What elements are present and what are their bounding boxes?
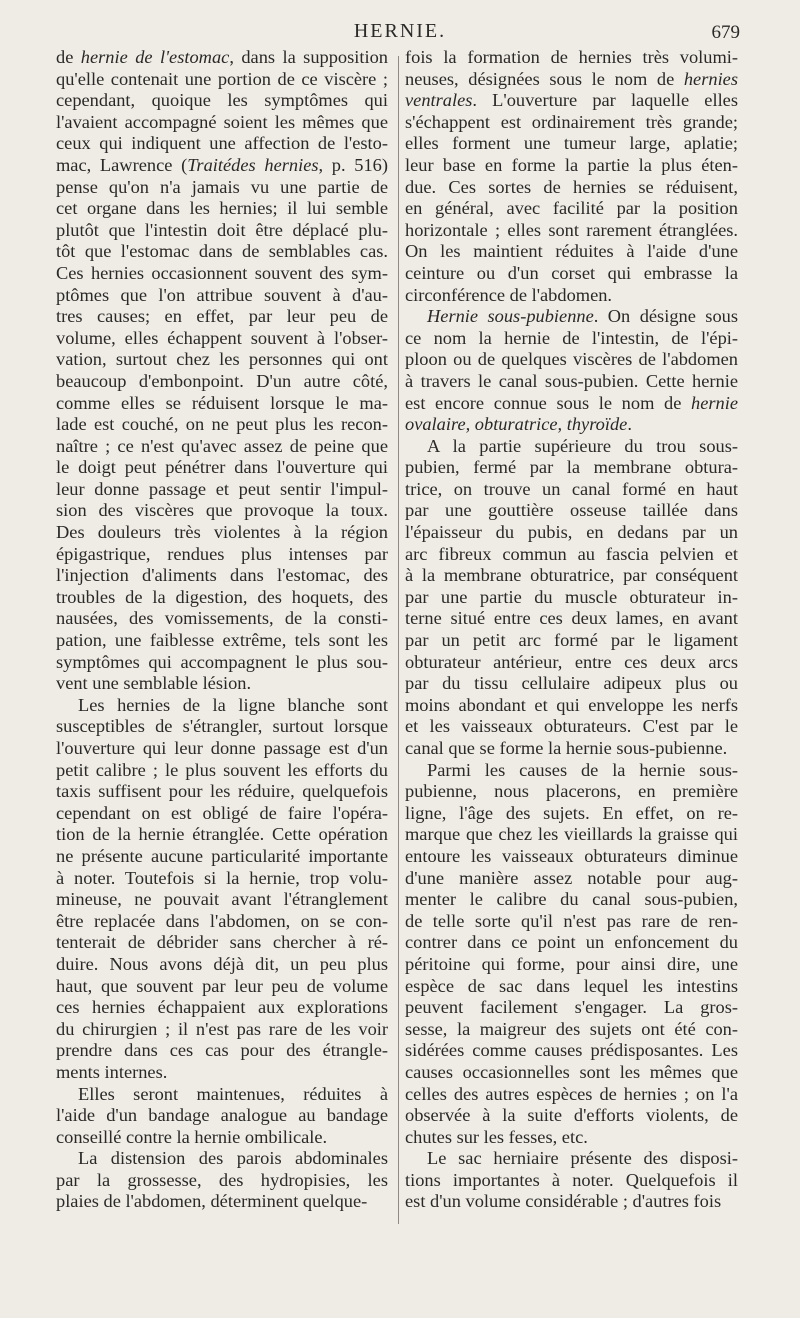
text-line: prendre dans ces cas pour des étrangle- [56, 1040, 388, 1061]
text-line: pense qu'on n'a jamais vu une partie de [56, 176, 388, 197]
text-line: horizontale ; elles sont rarement étranglées. [405, 219, 738, 240]
page-number: 679 [711, 22, 740, 43]
text-line: pubien, fermé par la membrane obtura- [405, 457, 738, 478]
text-line: est encore connue sous le nom de hernie [405, 392, 738, 413]
text-line: cet organe dans les hernies; il lui semble [56, 198, 388, 219]
text-line: vent une semblable lésion. [56, 673, 252, 694]
text-line: ce nom la hernie de l'intestin, de l'épi- [405, 327, 738, 348]
text-line: Parmi les causes de la hernie sous- [427, 759, 738, 780]
left-column [56, 47, 388, 1213]
text-line: canal que se forme la hernie sous-pubienne. [405, 738, 728, 758]
text-line: épigastrique, rendues plus intenses par [56, 543, 388, 564]
text-line: ments internes. [56, 1061, 168, 1082]
right-column [405, 47, 738, 1213]
text-line: l'avaient accompagné soient les mêmes que [56, 111, 388, 132]
text-line: naître ; ce n'est qu'avec assez de peine que [56, 435, 388, 456]
text-line: arc fibreux commun au fascia pelvien et [405, 543, 738, 564]
text-line: ventrales. L'ouverture par laquelle elles [405, 90, 738, 111]
text-line: duire. Nous avons déjà dit, un peu plus [56, 953, 388, 974]
text-line: entoure les vaisseaux obturateurs diminue [405, 845, 738, 866]
text-line: celles des autres espèces de hernies ; on l'a [405, 1083, 738, 1104]
text-line: tion de la hernie étranglée. Cette opération [56, 824, 388, 845]
text-line: elles forment une tumeur large, aplatie; [405, 133, 738, 154]
text-line: qu'elle contenait une portion de ce viscère ; [56, 68, 388, 89]
text-line: leur base en forme la partie la plus éten- [405, 154, 738, 175]
text-line: marque que chez les vieillards la graisse qui [405, 824, 738, 845]
text-line: l'aide d'un bandage analogue au bandage [56, 1105, 388, 1126]
text-line: par une gouttière osseuse taillée dans [405, 500, 738, 521]
text-line: peuvent facilement s'engager. La gros- [405, 997, 738, 1018]
text-line: ovalaire, obturatrice, thyroïde. [405, 414, 632, 435]
text-line: par une partie du muscle obturateur in- [405, 586, 738, 607]
text-line: terne situé entre ces deux lames, en avant [405, 608, 738, 629]
text-line: ptômes que l'on attribue souvent à d'au- [56, 284, 388, 305]
text-line: vation, surtout chez les personnes qui ont [56, 349, 388, 370]
text-line: espèce de sac dans lequel les intestins [405, 975, 738, 996]
text-line: Hernie sous-pubienne. On désigne sous [427, 306, 739, 327]
paragraph [405, 47, 738, 306]
text-line: tions importantes à noter. Quelquefois il [405, 1169, 738, 1190]
text-line: en général, avec facilité par la position [405, 198, 738, 219]
text-line: sion des viscères que provoque la toux. [56, 500, 388, 521]
paragraph [405, 306, 738, 436]
text-line: par un petit arc formé par le ligament [405, 630, 738, 651]
text-line: causes occasionnelles sont les mêmes que [405, 1061, 738, 1082]
text-line: cependant on est obligé de faire l'opéra- [56, 802, 388, 823]
paragraph [56, 47, 388, 695]
text-line: petit calibre ; le plus souvent les efforts du [56, 759, 388, 780]
text-line: contrer dans ce point un enfoncement du [405, 932, 738, 953]
text-line: On les maintient réduites à l'aide d'une [405, 241, 738, 262]
text-line: menter le calibre du canal sous-pubien, [405, 889, 738, 910]
text-line: l'injection d'aliments dans l'estomac, des [56, 565, 388, 586]
text-line: Des douleurs très violentes à la région [56, 522, 388, 543]
text-line: taxis suffisent pour les réduire, quelquefois [56, 781, 388, 802]
text-line: fois la formation de hernies très volumi- [405, 47, 738, 67]
text-line: Ces hernies occasionnent souvent des sym- [56, 262, 388, 283]
text-line: mineuse, ne pouvait avant l'étranglement [56, 889, 388, 910]
text-line: conseillé contre la hernie ombilicale. [56, 1126, 328, 1147]
column-divider [398, 56, 399, 1224]
text-line: Elles seront maintenues, réduites à [78, 1083, 388, 1104]
text-line: circonférence de l'abdomen. [405, 284, 613, 305]
text-line: haut, que souvent par leur peu de volume [56, 975, 388, 996]
text-line: ces hernies échappaient aux explorations [56, 997, 388, 1018]
text-line: troubles de la digestion, des hoquets, des [56, 586, 388, 607]
text-line: observée à la suite d'efforts violents, de [405, 1105, 738, 1126]
text-line: lade est couché, on ne peut plus les recon- [56, 414, 388, 435]
paragraph [56, 1084, 388, 1149]
text-line: moins abondant et qui enveloppe les nerfs [405, 694, 738, 715]
text-line: d'une manière assez notable pour aug- [405, 867, 738, 888]
text-line: A la partie supérieure du trou sous- [427, 435, 738, 456]
text-line: chutes sur les fesses, etc. [405, 1126, 588, 1147]
text-line: beaucoup d'embonpoint. D'un autre côté, [56, 370, 388, 391]
text-line: volume, elles échappent souvent à l'obser- [56, 327, 388, 348]
text-line: par la grossesse, des hydropisies, les [56, 1169, 388, 1190]
text-line: de telle sorte qu'il n'est pas rare de ren- [405, 910, 738, 931]
paragraph [56, 695, 388, 1084]
text-line: s'échappent est ordinairement très grande; [405, 111, 738, 132]
paragraph [56, 1148, 388, 1213]
text-line: comme elles se réduisent lorsque le ma- [56, 392, 388, 413]
text-line: sesse, la maigreur des sujets ont été con- [405, 1018, 738, 1039]
text-line: due. Ces sortes de hernies se réduisent, [405, 176, 738, 197]
text-line: être replacée dans l'abdomen, on se con- [56, 910, 388, 931]
text-line: nausées, des vomissements, de la consti- [56, 608, 388, 629]
text-line: ploon ou de quelques viscères de l'abdomen [405, 349, 738, 370]
text-line: pation, une faiblesse extrême, tels sont les [56, 630, 388, 651]
text-line: sidérées comme causes prédisposantes. Les [405, 1040, 738, 1061]
text-line: par du tissu cellulaire adipeux plus ou [405, 673, 738, 694]
text-line: pubienne, nous placerons, en première [405, 781, 738, 802]
running-title: HERNIE. [353, 20, 447, 42]
text-line: leur donne passage et peut sentir l'impul- [56, 478, 388, 499]
text-line: le doigt peut pénétrer dans l'ouverture qui [56, 457, 388, 478]
text-line: La distension des parois abdominales [78, 1148, 388, 1169]
text-line: tôt que l'estomac dans de semblables cas. [56, 241, 388, 262]
text-line: ceinture ou d'un corset qui embrasse la [405, 262, 738, 283]
paragraph [405, 436, 738, 760]
text-line: l'ouverture qui leur donne passage est d'un [56, 738, 388, 758]
text-line: de hernie de l'estomac, dans la supposition [56, 47, 388, 67]
text-line: ceux qui indiquent une affection de l'esto- [56, 133, 388, 154]
text-line: Les hernies de la ligne blanche sont [78, 694, 388, 715]
paragraph [405, 760, 738, 1149]
text-line: trice, on trouve un canal formé en haut [405, 478, 738, 499]
text-line: obturateur antérieur, entre ces deux arcs [405, 651, 738, 672]
text-line: péritoine qui forme, pour ainsi dire, une [405, 953, 738, 974]
text-line: à noter. Toutefois si la hernie, trop volu- [56, 867, 388, 888]
text-line: neuses, désignées sous le nom de hernies [405, 68, 738, 89]
text-line: tenterait de débrider sans chercher à ré- [56, 932, 388, 953]
text-line: est d'un volume considérable ; d'autres fois [405, 1191, 722, 1212]
text-line: ligne, l'âge des sujets. En effet, on re- [405, 802, 738, 823]
text-line: plaies de l'abdomen, déterminent quelque- [56, 1191, 368, 1212]
text-line: susceptibles de s'étrangler, surtout lorsque [56, 716, 388, 737]
text-line: Le sac herniaire présente des disposi- [427, 1148, 738, 1169]
text-line: mac, Lawrence (Traitédes hernies, p. 516) [56, 154, 388, 175]
text-line: plutôt que l'intestin doit être déplacé plu- [56, 219, 388, 240]
text-line: du chirurgien ; il n'est pas rare de les voir [56, 1018, 388, 1039]
paragraph [405, 1148, 738, 1213]
text-line: l'épaisseur du pubis, en dedans par un [405, 522, 738, 543]
text-line: à travers le canal sous-pubien. Cette hernie [405, 370, 738, 391]
text-line: cependant, quoique les symptômes qui [56, 90, 388, 111]
text-line: tres causes; en effet, par leur peu de [56, 306, 388, 327]
text-line: à la membrane obturatrice, par conséquent [405, 565, 738, 586]
text-line: et les vaisseaux obturateurs. C'est par le [405, 716, 738, 737]
text-line: symptômes qui accompagnent le plus sou- [56, 651, 388, 672]
text-line: ne présente aucune particularité importante [56, 845, 388, 866]
